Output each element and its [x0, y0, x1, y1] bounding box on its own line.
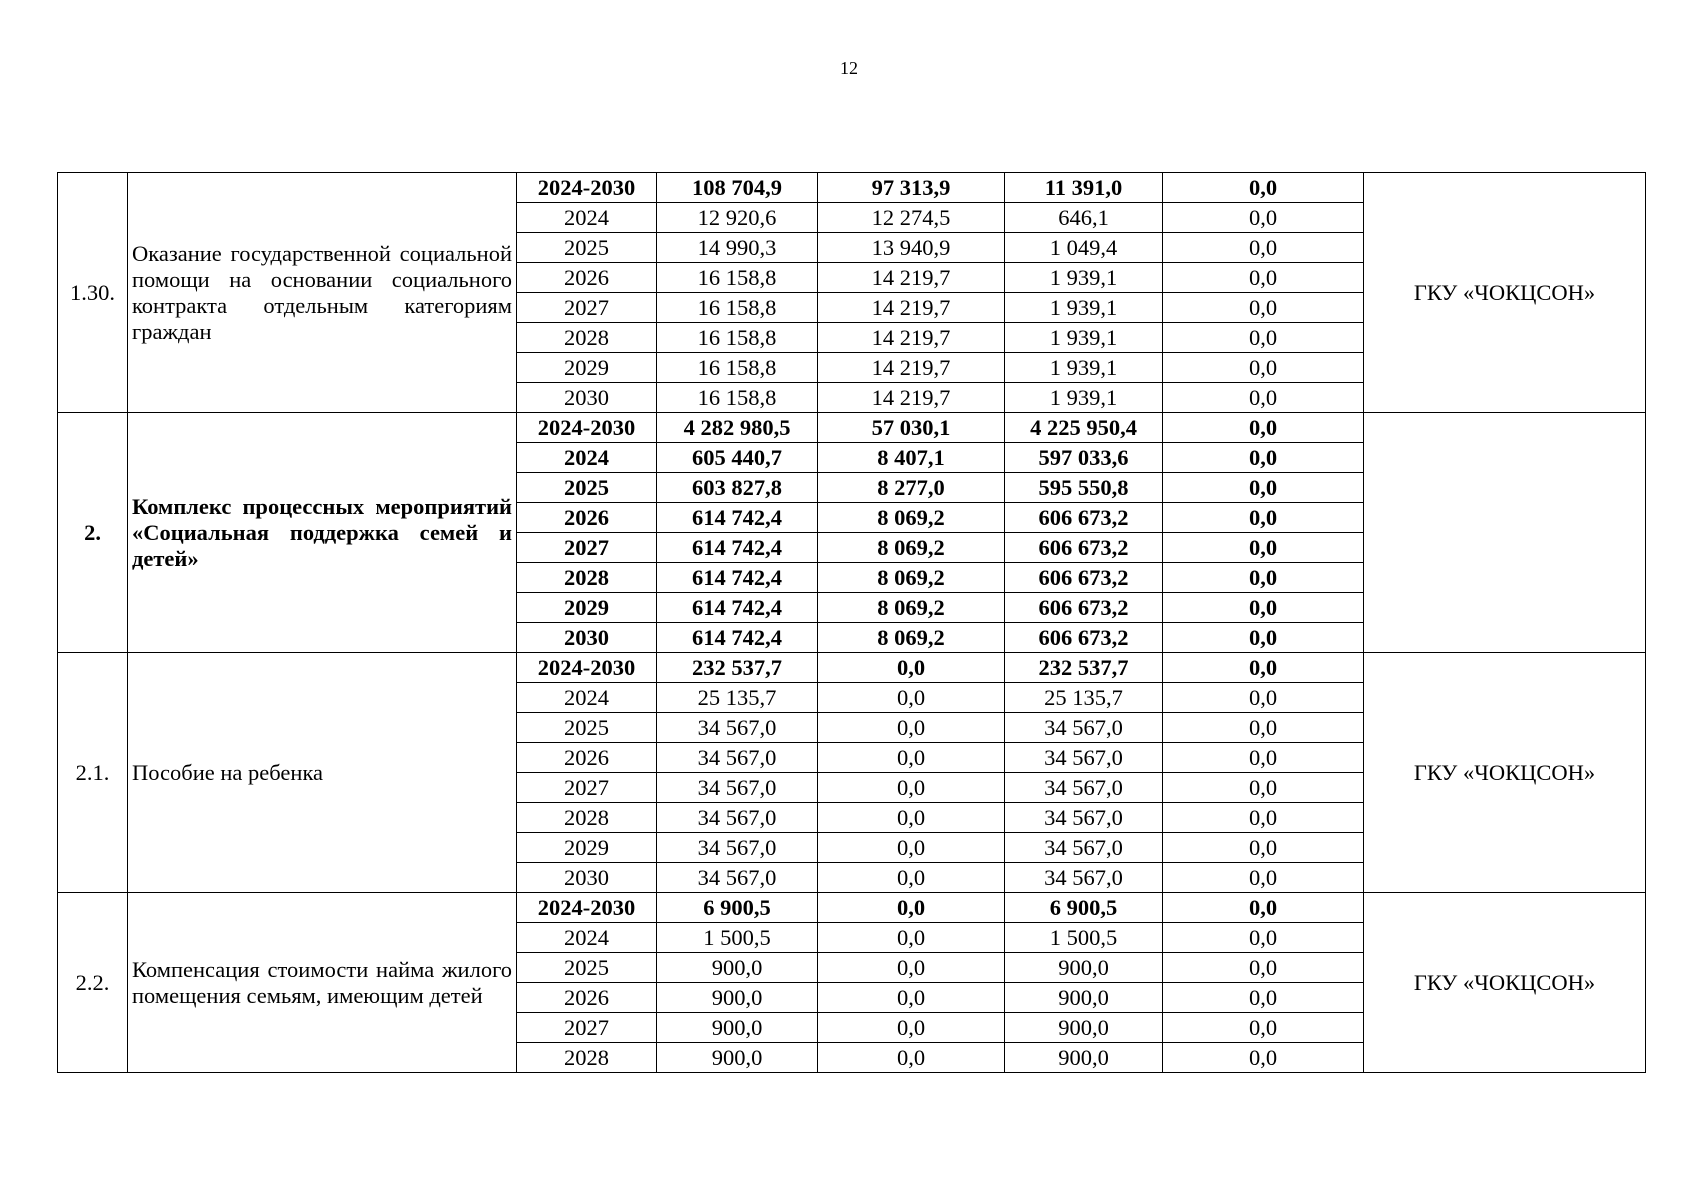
amount-cell: 606 673,2 — [1005, 593, 1163, 623]
amount-cell: 0,0 — [1163, 623, 1364, 653]
amount-cell: 606 673,2 — [1005, 503, 1163, 533]
item-name: Комплекс процессных мероприятий «Социальная поддержка семей и детей» — [128, 413, 517, 653]
year-cell: 2024 — [517, 203, 657, 233]
amount-cell: 0,0 — [818, 863, 1005, 893]
amount-cell: 34 567,0 — [1005, 743, 1163, 773]
amount-cell: 614 742,4 — [657, 533, 818, 563]
amount-cell: 34 567,0 — [657, 803, 818, 833]
amount-cell: 232 537,7 — [1005, 653, 1163, 683]
amount-cell: 34 567,0 — [657, 833, 818, 863]
amount-cell: 0,0 — [818, 713, 1005, 743]
amount-cell: 8 069,2 — [818, 563, 1005, 593]
amount-cell: 57 030,1 — [818, 413, 1005, 443]
amount-cell: 900,0 — [1005, 953, 1163, 983]
amount-cell: 0,0 — [818, 833, 1005, 863]
amount-cell: 0,0 — [1163, 323, 1364, 353]
amount-cell: 12 920,6 — [657, 203, 818, 233]
amount-cell: 0,0 — [818, 653, 1005, 683]
year-cell: 2029 — [517, 833, 657, 863]
amount-cell: 0,0 — [1163, 863, 1364, 893]
amount-cell: 1 939,1 — [1005, 353, 1163, 383]
amount-cell: 0,0 — [1163, 1043, 1364, 1073]
year-cell: 2028 — [517, 803, 657, 833]
amount-cell: 0,0 — [1163, 413, 1364, 443]
amount-cell: 606 673,2 — [1005, 563, 1163, 593]
table-section — [58, 173, 1646, 413]
year-cell: 2025 — [517, 473, 657, 503]
amount-cell: 4 282 980,5 — [657, 413, 818, 443]
year-cell: 2029 — [517, 353, 657, 383]
amount-cell: 0,0 — [1163, 293, 1364, 323]
table-row — [58, 173, 1646, 203]
amount-cell: 34 567,0 — [657, 773, 818, 803]
amount-cell: 0,0 — [1163, 683, 1364, 713]
amount-cell: 0,0 — [1163, 833, 1364, 863]
amount-cell: 614 742,4 — [657, 503, 818, 533]
year-cell: 2030 — [517, 623, 657, 653]
amount-cell: 605 440,7 — [657, 443, 818, 473]
amount-cell: 614 742,4 — [657, 563, 818, 593]
year-cell: 2030 — [517, 383, 657, 413]
amount-cell: 25 135,7 — [1005, 683, 1163, 713]
amount-cell: 0,0 — [1163, 1013, 1364, 1043]
year-cell: 2025 — [517, 713, 657, 743]
amount-cell: 0,0 — [1163, 743, 1364, 773]
amount-cell: 1 939,1 — [1005, 383, 1163, 413]
amount-cell: 34 567,0 — [1005, 833, 1163, 863]
amount-cell: 0,0 — [1163, 803, 1364, 833]
year-cell: 2027 — [517, 293, 657, 323]
amount-cell: 900,0 — [657, 1013, 818, 1043]
item-number: 2.1. — [58, 653, 128, 893]
page-number: 12 — [840, 58, 858, 78]
year-cell: 2030 — [517, 863, 657, 893]
year-cell: 2027 — [517, 533, 657, 563]
item-name: Пособие на ребенка — [128, 653, 517, 893]
year-cell: 2024-2030 — [517, 653, 657, 683]
amount-cell: 14 219,7 — [818, 383, 1005, 413]
amount-cell: 1 939,1 — [1005, 323, 1163, 353]
amount-cell: 1 049,4 — [1005, 233, 1163, 263]
item-name: Компенсация стоимости найма жилого помещения семьям, имеющим детей — [128, 893, 517, 1073]
amount-cell: 0,0 — [818, 983, 1005, 1013]
year-cell: 2024 — [517, 923, 657, 953]
amount-cell: 8 407,1 — [818, 443, 1005, 473]
amount-cell: 8 277,0 — [818, 473, 1005, 503]
amount-cell: 1 500,5 — [1005, 923, 1163, 953]
item-number: 1.30. — [58, 173, 128, 413]
year-cell: 2026 — [517, 983, 657, 1013]
amount-cell: 606 673,2 — [1005, 623, 1163, 653]
amount-cell: 614 742,4 — [657, 623, 818, 653]
amount-cell: 0,0 — [818, 953, 1005, 983]
year-cell: 2024 — [517, 443, 657, 473]
amount-cell: 0,0 — [1163, 893, 1364, 923]
amount-cell: 0,0 — [1163, 353, 1364, 383]
year-cell: 2026 — [517, 743, 657, 773]
table-row — [58, 893, 1646, 923]
amount-cell: 0,0 — [1163, 443, 1364, 473]
amount-cell: 0,0 — [818, 893, 1005, 923]
amount-cell: 14 219,7 — [818, 323, 1005, 353]
amount-cell: 34 567,0 — [1005, 713, 1163, 743]
amount-cell: 232 537,7 — [657, 653, 818, 683]
amount-cell: 14 219,7 — [818, 353, 1005, 383]
amount-cell: 900,0 — [657, 1043, 818, 1073]
amount-cell: 0,0 — [818, 743, 1005, 773]
amount-cell: 900,0 — [1005, 1043, 1163, 1073]
amount-cell: 0,0 — [818, 1043, 1005, 1073]
amount-cell: 34 567,0 — [657, 863, 818, 893]
amount-cell: 0,0 — [818, 803, 1005, 833]
year-cell: 2026 — [517, 503, 657, 533]
amount-cell: 0,0 — [1163, 593, 1364, 623]
amount-cell: 0,0 — [1163, 953, 1364, 983]
amount-cell: 0,0 — [1163, 533, 1364, 563]
amount-cell: 8 069,2 — [818, 593, 1005, 623]
year-cell: 2025 — [517, 233, 657, 263]
amount-cell: 900,0 — [657, 983, 818, 1013]
amount-cell: 14 990,3 — [657, 233, 818, 263]
amount-cell: 6 900,5 — [1005, 893, 1163, 923]
executor-cell — [1364, 413, 1646, 653]
amount-cell: 0,0 — [1163, 773, 1364, 803]
amount-cell: 0,0 — [1163, 503, 1364, 533]
amount-cell: 34 567,0 — [657, 743, 818, 773]
item-number: 2. — [58, 413, 128, 653]
year-cell: 2024 — [517, 683, 657, 713]
amount-cell: 13 940,9 — [818, 233, 1005, 263]
amount-cell: 16 158,8 — [657, 323, 818, 353]
item-number: 2.2. — [58, 893, 128, 1073]
amount-cell: 0,0 — [1163, 923, 1364, 953]
amount-cell: 0,0 — [1163, 563, 1364, 593]
amount-cell: 34 567,0 — [657, 713, 818, 743]
amount-cell: 16 158,8 — [657, 263, 818, 293]
amount-cell: 603 827,8 — [657, 473, 818, 503]
amount-cell: 6 900,5 — [657, 893, 818, 923]
amount-cell: 1 939,1 — [1005, 293, 1163, 323]
year-cell: 2027 — [517, 1013, 657, 1043]
amount-cell: 1 500,5 — [657, 923, 818, 953]
amount-cell: 0,0 — [1163, 713, 1364, 743]
amount-cell: 16 158,8 — [657, 383, 818, 413]
amount-cell: 11 391,0 — [1005, 173, 1163, 203]
amount-cell: 0,0 — [1163, 233, 1364, 263]
table-section — [58, 653, 1646, 893]
executor-cell: ГКУ «ЧОКЦСОН» — [1364, 173, 1646, 413]
amount-cell: 606 673,2 — [1005, 533, 1163, 563]
year-cell: 2028 — [517, 563, 657, 593]
amount-cell: 900,0 — [657, 953, 818, 983]
amount-cell: 8 069,2 — [818, 503, 1005, 533]
amount-cell: 16 158,8 — [657, 293, 818, 323]
year-cell: 2026 — [517, 263, 657, 293]
amount-cell: 0,0 — [818, 1013, 1005, 1043]
amount-cell: 8 069,2 — [818, 533, 1005, 563]
item-name: Оказание государственной социальной помощи на основании социального контракта отдельным категориям граждан — [128, 173, 517, 413]
amount-cell: 0,0 — [1163, 203, 1364, 233]
amount-cell: 0,0 — [1163, 983, 1364, 1013]
table-row — [58, 413, 1646, 443]
year-cell: 2024-2030 — [517, 413, 657, 443]
year-cell: 2027 — [517, 773, 657, 803]
amount-cell: 1 939,1 — [1005, 263, 1163, 293]
amount-cell: 4 225 950,4 — [1005, 413, 1163, 443]
table-section — [58, 893, 1646, 1073]
amount-cell: 646,1 — [1005, 203, 1163, 233]
executor-cell: ГКУ «ЧОКЦСОН» — [1364, 653, 1646, 893]
amount-cell: 108 704,9 — [657, 173, 818, 203]
year-cell: 2028 — [517, 323, 657, 353]
year-cell: 2024-2030 — [517, 173, 657, 203]
amount-cell: 14 219,7 — [818, 263, 1005, 293]
amount-cell: 0,0 — [1163, 383, 1364, 413]
amount-cell: 900,0 — [1005, 983, 1163, 1013]
amount-cell: 0,0 — [1163, 473, 1364, 503]
year-cell: 2029 — [517, 593, 657, 623]
amount-cell: 16 158,8 — [657, 353, 818, 383]
amount-cell: 0,0 — [818, 683, 1005, 713]
amount-cell: 14 219,7 — [818, 293, 1005, 323]
amount-cell: 595 550,8 — [1005, 473, 1163, 503]
year-cell: 2025 — [517, 953, 657, 983]
executor-cell: ГКУ «ЧОКЦСОН» — [1364, 893, 1646, 1073]
amount-cell: 12 274,5 — [818, 203, 1005, 233]
amount-cell: 0,0 — [1163, 263, 1364, 293]
year-cell: 2028 — [517, 1043, 657, 1073]
amount-cell: 597 033,6 — [1005, 443, 1163, 473]
amount-cell: 0,0 — [1163, 173, 1364, 203]
year-cell: 2024-2030 — [517, 893, 657, 923]
amount-cell: 34 567,0 — [1005, 803, 1163, 833]
amount-cell: 0,0 — [818, 773, 1005, 803]
amount-cell: 25 135,7 — [657, 683, 818, 713]
table-section — [58, 413, 1646, 653]
amount-cell: 8 069,2 — [818, 623, 1005, 653]
table-row — [58, 653, 1646, 683]
amount-cell: 34 567,0 — [1005, 863, 1163, 893]
amount-cell: 97 313,9 — [818, 173, 1005, 203]
amount-cell: 614 742,4 — [657, 593, 818, 623]
amount-cell: 34 567,0 — [1005, 773, 1163, 803]
budget-table — [57, 172, 1646, 1073]
amount-cell: 900,0 — [1005, 1013, 1163, 1043]
amount-cell: 0,0 — [818, 923, 1005, 953]
amount-cell: 0,0 — [1163, 653, 1364, 683]
